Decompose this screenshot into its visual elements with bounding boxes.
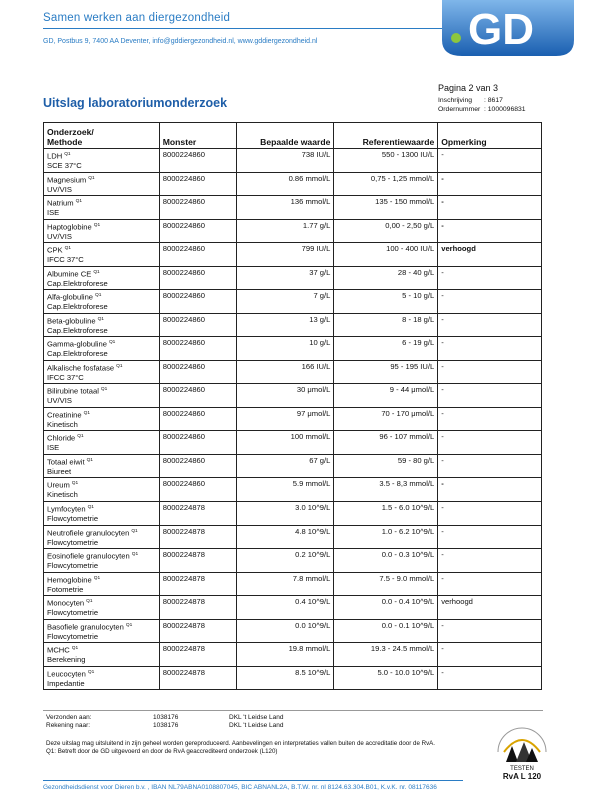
test-method: Cap.Elektroforese: [47, 349, 108, 359]
qualifier-mark: Q1: [87, 669, 95, 675]
table-row: [44, 266, 542, 290]
qualifier-mark: Q1: [83, 410, 91, 416]
test-name: Totaal eiwit: [47, 457, 85, 467]
cell-waarde: 5.9 mmol/L: [236, 478, 334, 502]
test-method: IFCC 37°C: [47, 255, 84, 265]
cell-onderzoek: [44, 313, 160, 337]
test-name: Leucocyten: [47, 669, 86, 679]
test-method: Flowcytometrie: [47, 631, 99, 641]
cell-opmerking: -: [438, 643, 542, 667]
cell-opmerking: -: [438, 478, 542, 502]
cell-onderzoek: [44, 666, 160, 690]
cell-monster: 8000224878: [159, 525, 236, 549]
cell-onderzoek: [44, 384, 160, 408]
cell-onderzoek: [44, 549, 160, 573]
cell-opmerking: -: [438, 337, 542, 361]
header-referentie: Referentiewaarde: [334, 123, 438, 149]
cell-opmerking: -: [438, 525, 542, 549]
cell-onderzoek: [44, 643, 160, 667]
cell-opmerking: -: [438, 407, 542, 431]
qualifier-mark: Q1: [100, 387, 108, 393]
cell-waarde: 4.8 10^9/L: [236, 525, 334, 549]
cell-monster: 8000224860: [159, 290, 236, 314]
table-row: [44, 549, 542, 573]
test-method: Cap.Elektroforese: [47, 302, 108, 312]
cell-referentie: 59 - 80 g/L: [334, 454, 438, 478]
cell-referentie: 3.5 - 8,3 mmol/L: [334, 478, 438, 502]
qualifier-mark: Q1: [131, 528, 138, 534]
test-method: Flowcytometrie: [47, 537, 99, 547]
table-row: [44, 454, 542, 478]
cell-referentie: 550 - 1300 IU/L: [334, 149, 438, 173]
cell-waarde: 30 μmol/L: [236, 384, 334, 408]
qualifier-mark: Q1: [93, 269, 100, 275]
cell-waarde: 10 g/L: [236, 337, 334, 361]
table-row: [44, 666, 542, 690]
cell-onderzoek: [44, 337, 160, 361]
cell-opmerking: -: [438, 431, 542, 455]
order-meta: [438, 96, 526, 114]
cell-monster: 8000224860: [159, 196, 236, 220]
cell-referentie: 1.0 - 6.2 10^9/L: [334, 525, 438, 549]
cell-referentie: 28 - 40 g/L: [334, 266, 438, 290]
test-method: ISE: [47, 443, 60, 453]
cell-opmerking: -: [438, 572, 542, 596]
header-opmerking: Opmerking: [438, 123, 542, 149]
cell-waarde: 13 g/L: [236, 313, 334, 337]
cell-monster: 8000224878: [159, 572, 236, 596]
table-row: [44, 219, 542, 243]
results-table: [43, 122, 542, 690]
rekening-name: DKL 't Leidse Land: [229, 722, 284, 730]
test-name: Alkalische fosfatase: [47, 363, 115, 373]
test-name: Ureum: [47, 480, 70, 490]
cell-monster: 8000224860: [159, 219, 236, 243]
cell-waarde: 7 g/L: [236, 290, 334, 314]
cell-waarde: 799 IU/L: [236, 243, 334, 267]
qualifier-mark: Q1: [64, 246, 72, 252]
cell-opmerking: -: [438, 360, 542, 384]
rva-bottom-text: RvA L 120: [502, 772, 542, 781]
qualifier-mark: Q1: [75, 199, 82, 205]
cell-monster: 8000224878: [159, 501, 236, 525]
cell-referentie: 0.0 - 0.4 10^9/L: [334, 596, 438, 620]
cell-onderzoek: [44, 219, 160, 243]
cell-monster: 8000224878: [159, 666, 236, 690]
qualifier-mark: Q1: [77, 434, 84, 440]
logo-text: GD: [468, 5, 534, 54]
cell-monster: 8000224860: [159, 407, 236, 431]
test-name: Beta-globuline: [47, 316, 96, 326]
cell-referentie: 8 - 18 g/L: [334, 313, 438, 337]
cell-opmerking: -: [438, 666, 542, 690]
table-header-row: [44, 123, 542, 149]
table-row: [44, 431, 542, 455]
inschrijving-value: : 8617: [484, 97, 503, 104]
verzonden-name: DKL 't Leidse Land: [229, 714, 284, 721]
table-row: [44, 337, 542, 361]
table-row: [44, 643, 542, 667]
test-method: Flowcytometrie: [47, 608, 99, 618]
cell-opmerking: -: [438, 219, 542, 243]
test-name: Creatinine: [47, 410, 82, 420]
rva-top-text: TESTEN: [510, 766, 534, 772]
cell-referentie: 9 - 44 μmol/L: [334, 384, 438, 408]
cell-monster: 8000224860: [159, 337, 236, 361]
qualifier-mark: Q1: [116, 363, 123, 369]
cell-onderzoek: [44, 172, 160, 196]
cell-onderzoek: [44, 149, 160, 173]
cell-monster: 8000224860: [159, 172, 236, 196]
company-details: Gezondheidsdienst voor Dieren b.v. , IBAN NL79ABNA0108807045, BIC ABNANL2A, B.T.W. nr. nl 8124.63.304.B01, K.v.K. nr. 08117636: [43, 784, 437, 791]
rva-accreditation-logo: [492, 722, 552, 782]
cell-onderzoek: [44, 243, 160, 267]
qualifier-mark: Q1: [93, 575, 101, 581]
cell-onderzoek: [44, 266, 160, 290]
test-name: MCHC: [47, 645, 70, 655]
letterhead: [0, 0, 600, 62]
cell-referentie: 0.0 - 0.1 10^9/L: [334, 619, 438, 643]
table-row: [44, 478, 542, 502]
table-row: [44, 525, 542, 549]
cell-monster: 8000224860: [159, 266, 236, 290]
cell-monster: 8000224860: [159, 431, 236, 455]
table-row: [44, 360, 542, 384]
table-row: [44, 619, 542, 643]
qualifier-mark: Q1: [88, 175, 95, 181]
test-name: Lymfocyten: [47, 504, 86, 514]
test-name: Alfa-globuline: [47, 292, 94, 302]
cell-waarde: 100 mmol/L: [236, 431, 334, 455]
cell-opmerking: verhoogd: [438, 596, 542, 620]
cell-referentie: 19.3 - 24.5 mmol/L: [334, 643, 438, 667]
test-name: Eosinofiele granulocyten: [47, 551, 130, 561]
cell-waarde: 166 IU/L: [236, 360, 334, 384]
table-row: [44, 313, 542, 337]
header-monster: Monster: [159, 123, 236, 149]
cell-referentie: 0.0 - 0.3 10^9/L: [334, 549, 438, 573]
cell-monster: 8000224860: [159, 384, 236, 408]
cell-onderzoek: [44, 478, 160, 502]
test-method: IFCC 37°C: [47, 372, 84, 382]
test-method: Impedantie: [47, 678, 85, 688]
cell-waarde: 97 μmol/L: [236, 407, 334, 431]
slogan: Samen werken aan diergezondheid: [43, 12, 231, 24]
cell-referentie: 96 - 107 mmol/L: [334, 431, 438, 455]
table-row: [44, 407, 542, 431]
cell-referentie: 70 - 170 μmol/L: [334, 407, 438, 431]
cell-monster: 8000224860: [159, 454, 236, 478]
cell-waarde: 67 g/L: [236, 454, 334, 478]
footer-divider: [43, 710, 543, 711]
test-name: Bilirubine totaal: [47, 386, 99, 396]
cell-opmerking: -: [438, 290, 542, 314]
cell-monster: 8000224878: [159, 643, 236, 667]
cell-opmerking: -: [438, 149, 542, 173]
cell-opmerking: -: [438, 172, 542, 196]
disclaimer: [46, 740, 466, 757]
cell-opmerking: -: [438, 196, 542, 220]
slogan-underline: [43, 28, 463, 29]
cell-referentie: 100 - 400 IU/L: [334, 243, 438, 267]
header-onderzoek: Onderzoek/ Methode: [44, 123, 160, 149]
test-method: Cap.Elektroforese: [47, 278, 108, 288]
test-name: LDH: [47, 151, 63, 161]
cell-opmerking: -: [438, 266, 542, 290]
cell-referentie: 0,75 - 1,25 mmol/L: [334, 172, 438, 196]
test-method: Kinetisch: [47, 490, 78, 500]
table-row: [44, 149, 542, 173]
cell-referentie: 7.5 - 9.0 mmol/L: [334, 572, 438, 596]
cell-waarde: 1.77 g/L: [236, 219, 334, 243]
table-row: [44, 384, 542, 408]
cell-onderzoek: [44, 572, 160, 596]
page-title: Uitslag laboratoriumonderzoek: [43, 96, 228, 110]
cell-referentie: 135 - 150 mmol/L: [334, 196, 438, 220]
test-method: UV/VIS: [47, 231, 72, 241]
test-name: Neutrofiele granulocyten: [47, 528, 130, 538]
test-method: Flowcytometrie: [47, 561, 99, 571]
table-row: [44, 501, 542, 525]
test-method: SCE 37°C: [47, 161, 82, 171]
cell-monster: 8000224878: [159, 549, 236, 573]
test-name: Monocyten: [47, 598, 85, 608]
qualifier-mark: Q1: [131, 552, 139, 558]
qualifier-mark: Q1: [97, 316, 104, 322]
test-method: Flowcytometrie: [47, 514, 99, 523]
test-method: Biureet: [47, 466, 72, 476]
cell-onderzoek: [44, 290, 160, 314]
table-row: [44, 196, 542, 220]
qualifier-mark: Q1: [93, 222, 101, 228]
cell-waarde: 0.0 10^9/L: [236, 619, 334, 643]
test-method: ISE: [47, 208, 60, 218]
test-name: Albumine CE: [47, 269, 92, 279]
inschrijving-label: Inschrijving: [438, 97, 472, 104]
cell-onderzoek: [44, 619, 160, 643]
table-row: [44, 172, 542, 196]
header-waarde: Bepaalde waarde: [236, 123, 334, 149]
cell-waarde: 3.0 10^9/L: [236, 501, 334, 525]
test-name: Basofiele granulocyten: [47, 622, 124, 632]
cell-onderzoek: [44, 596, 160, 620]
bottom-divider: [43, 780, 463, 781]
qualifier-mark: Q1: [71, 481, 79, 487]
table-row: [44, 290, 542, 314]
qualifier-mark: Q1: [95, 293, 102, 299]
cell-monster: 8000224878: [159, 619, 236, 643]
cell-referentie: 1.5 - 6.0 10^9/L: [334, 501, 438, 525]
results-body: [44, 149, 542, 690]
cell-monster: 8000224860: [159, 478, 236, 502]
cell-monster: 8000224860: [159, 313, 236, 337]
cell-referentie: 95 - 195 IU/L: [334, 360, 438, 384]
table-row: [44, 243, 542, 267]
qualifier-mark: Q1: [87, 504, 94, 510]
cell-onderzoek: [44, 407, 160, 431]
cell-waarde: 37 g/L: [236, 266, 334, 290]
cell-monster: 8000224878: [159, 596, 236, 620]
cell-opmerking: -: [438, 619, 542, 643]
test-name: Haptoglobine: [47, 222, 92, 232]
gd-logo: [438, 0, 578, 62]
cell-onderzoek: [44, 454, 160, 478]
verzonden-label: Verzonden aan:: [46, 714, 92, 721]
test-name: Hemoglobine: [47, 575, 92, 585]
page-number: Pagina 2 van 3: [438, 83, 499, 93]
cell-opmerking: -: [438, 313, 542, 337]
test-method: UV/VIS: [47, 396, 72, 406]
rekening-label: Rekening naar:: [46, 722, 91, 730]
cell-waarde: 0.2 10^9/L: [236, 549, 334, 573]
cell-onderzoek: [44, 360, 160, 384]
cell-monster: 8000224860: [159, 360, 236, 384]
test-name: Magnesium: [47, 175, 87, 185]
cell-waarde: 738 IU/L: [236, 149, 334, 173]
cell-onderzoek: [44, 196, 160, 220]
cell-waarde: 7.8 mmol/L: [236, 572, 334, 596]
cell-opmerking: -: [438, 501, 542, 525]
cell-waarde: 0.4 10^9/L: [236, 596, 334, 620]
test-method: UV/VIS: [47, 184, 72, 194]
disclaimer-reproduction: Deze uitslag mag uitsluitend in zijn geheel worden gereproduceerd. Aanbevelingen en interpretaties vallen buiten de accreditatie door de RvA.: [46, 740, 436, 747]
cell-opmerking: -: [438, 384, 542, 408]
table-row: [44, 572, 542, 596]
test-method: Kinetisch: [47, 419, 78, 429]
cell-monster: 8000224860: [159, 243, 236, 267]
test-name: Chloride: [47, 433, 76, 443]
cell-opmerking: -: [438, 549, 542, 573]
qualifier-mark: Q1: [86, 599, 93, 605]
qualifier-mark: Q1: [108, 340, 116, 346]
table-row: [44, 596, 542, 620]
address-line: GD, Postbus 9, 7400 AA Deventer, info@gddiergezondheid.nl, www.gddiergezondheid.nl: [43, 38, 318, 45]
cell-opmerking: -: [438, 454, 542, 478]
cell-waarde: 19.8 mmol/L: [236, 643, 334, 667]
qualifier-mark: Q1: [86, 457, 93, 463]
cell-monster: 8000224860: [159, 149, 236, 173]
qualifier-mark: Q1: [71, 646, 79, 652]
ordernummer-label: Ordernummer: [438, 106, 481, 113]
test-method: Fotometrie: [47, 584, 84, 594]
test-name: Gamma-globuline: [47, 339, 107, 349]
disclaimer-q1: Q1: Betreft door de GD uitgevoerd en door de RvA geaccrediteerd onderzoek (L120): [46, 748, 278, 756]
cell-referentie: 6 - 19 g/L: [334, 337, 438, 361]
cell-referentie: 5 - 10 g/L: [334, 290, 438, 314]
verzonden-nr: 1038176: [153, 714, 179, 721]
qualifier-mark: Q1: [125, 622, 133, 628]
cell-waarde: 8.5 10^9/L: [236, 666, 334, 690]
test-method: Berekening: [47, 655, 86, 665]
cell-waarde: 136 mmol/L: [236, 196, 334, 220]
qualifier-mark: Q1: [64, 152, 71, 157]
test-method: Cap.Elektroforese: [47, 325, 108, 335]
cell-onderzoek: [44, 431, 160, 455]
cell-waarde: 0.86 mmol/L: [236, 172, 334, 196]
test-name: Natrium: [47, 198, 74, 208]
cell-onderzoek: [44, 525, 160, 549]
ordernummer-value: : 1000096831: [484, 106, 526, 113]
rekening-nr: 1038176: [153, 722, 179, 730]
cell-referentie: 0,00 - 2,50 g/L: [334, 219, 438, 243]
cell-opmerking: verhoogd: [438, 243, 542, 267]
cell-onderzoek: [44, 501, 160, 525]
cell-referentie: 5.0 - 10.0 10^9/L: [334, 666, 438, 690]
test-name: CPK: [47, 245, 63, 255]
